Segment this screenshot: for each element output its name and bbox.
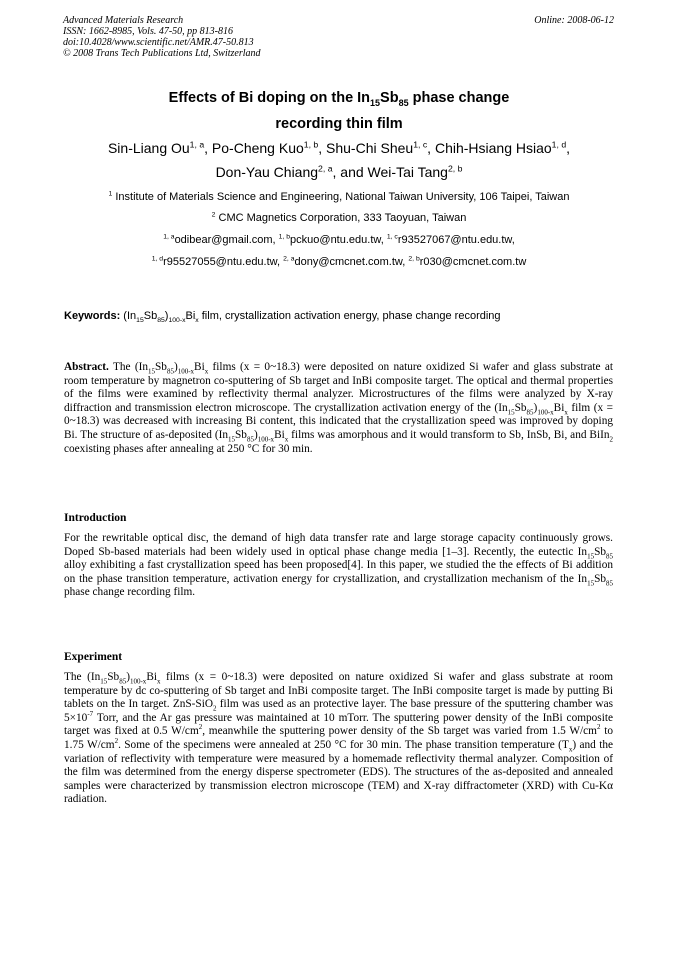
author-sup: 1, a (189, 139, 205, 150)
author-list-line-2: Don-Yau Chiang$^{2, a}$, and Wei-Tai Tang$^{2, b}$ (215, 163, 463, 180)
paper-title-line-1: Effects of Bi doping on the $In_{15}Sb_{85}$ phase change (168, 90, 510, 108)
online-date: Online: 2008-06-12 (534, 15, 614, 26)
keywords: Keywords: $(In_{15}Sb_{85})_{100-x}Bi_x$ film, crystallization activation energy, phase change recording (64, 310, 501, 325)
introduction-heading: Introduction (64, 512, 127, 524)
email-line-1: $^{1, a}$odibear@gmail.com, $^{1, b}$pckuo@ntu.edu.tw, $^{1, c}$r93527067@ntu.edu.tw, (163, 233, 515, 246)
journal-copyright: © 2008 Trans Tech Publications Ltd, Switzerland (63, 48, 261, 59)
author-name: Wei-Tai Tang (367, 164, 448, 180)
introduction-paragraph: For the rewritable optical disc, the demand of high data transfer rate and large storage capacity continuously grows. Doped Sb-based materials had been widely used in optical phase change media [1–3]. Recently, the eutectic $In_{15}Sb_{85}$ alloy exhibiting a fast crystallization speed has been proposed[4]. In this paper, we studied the the effects of Bi addition on the phase transition temperature, activation energy for crystallization, and crystallization mechanism of the $In_{15}Sb_{85}$ phase change recording film. (64, 532, 613, 599)
author-list-line-1: Sin-Liang Ou$^{1, a}$, Po-Cheng Kuo$^{1, b}$, Shu-Chi Sheu$^{1, c}$, Chih-Hsiang Hsiao$^{1, d}$, (107, 139, 571, 156)
journal-doi: doi:10.4028/www.scientific.net/AMR.47-50.813 (63, 37, 254, 48)
journal-header (63, 15, 423, 59)
experiment-heading: Experiment (64, 651, 123, 663)
email-link[interactable]: r95527055@ntu.edu.tw, (163, 256, 284, 268)
email-link[interactable]: r030@cmcnet.com.tw (419, 256, 527, 268)
journal-name: Advanced Materials Research (63, 15, 184, 26)
abstract-label: Abstract. (64, 361, 109, 373)
email-link[interactable]: r93527067@ntu.edu.tw, (397, 234, 515, 246)
author-sup: 2, a (318, 163, 333, 174)
abstract-paragraph: Abstract. The $(In_{15}Sb_{85})_{100-x}Bi_x$ films (x = 0~18.3) were deposited on nature oxidized Si wafer and glass substrate at room temperature by magnetron co-sputtering of Sb target and InBi composite target. The optical and thermal properties of the films were examined by reflectivity thermal analyzer. Microstructures of the films were analyzed by X-ray diffraction and transmission electron microscope. The crystallization activation energy of the $(In_{15}Sb_{85})_{100-x}Bi_x$ film (x = 0~18.3) was decreased with increasing Bi content, this indicated that the crystallization speed was improved by doping Bi. The structure of as-deposited $(In_{15}Sb_{85})_{100-x}Bi_x$ films was amorphous and it would transform to Sb, InSb, Bi, and BiIn$_2$ coexisting phases after annealing at 250 °C for 30 min. (64, 361, 613, 455)
affiliation-1: $^1$ Institute of Materials Science and Engineering, National Taiwan University, 106 Taipei, Taiwan (108, 190, 570, 203)
author-name: Sin-Liang Ou (107, 140, 190, 156)
author-sup: 1, c (413, 139, 428, 150)
author-name: Shu-Chi Sheu (326, 140, 414, 156)
journal-issn: ISSN: 1662-8985, Vols. 47-50, pp 813-816 (63, 26, 233, 37)
author-sup: 2, b (447, 163, 463, 174)
author-name: Chih-Hsiang Hsiao (434, 140, 552, 156)
keywords-label: Keywords: (64, 310, 121, 322)
author-name: Po-Cheng Kuo (211, 140, 304, 156)
paper-title-line-2: recording thin film (275, 116, 403, 132)
author-name: Don-Yau Chiang (215, 164, 319, 180)
author-sup: 1, b (303, 139, 319, 150)
email-link[interactable]: dony@cmcnet.com.tw, (294, 256, 409, 268)
author-sup: 1, d (551, 139, 567, 150)
email-line-2: $^{1, d}$r95527055@ntu.edu.tw, $^{2, a}$dony@cmcnet.com.tw, $^{2, b}$r030@cmcnet.com.tw (151, 255, 527, 268)
experiment-paragraph: The $(In_{15}Sb_{85})_{100-x}Bi_x$ films (x = 0~18.3) were deposited on nature oxidized Si wafer and glass substrate at room temperature by dc co-sputtering of Sb target and InBi composite target. The InBi composite target is made by putting Bi tablets on the In target. ZnS-SiO$_2$ film was used as an protective layer. The base pressure of the sputtering chamber was $5\times 10^{-7}$ Torr, and the Ar gas pressure was maintained at 10 mTorr. The sputtering power density of the InBi composite target was fixed at 0.5 $W/cm^2$, meanwhile the sputtering power density of the Sb target was varied from 1.5 $W/cm^2$ to 1.75 $W/cm^2$. Some of the specimens were annealed at 250 °C for 30 min. The phase transition temperature $(T_x)$ and the variation of reflectivity with temperature were measured by a homemade reflectivity thermal analyzer. Composition of the film was determined from the energy disperse spectrometer (EDS). The structures of the as-deposited and annealed samples were characterized by transmission electron microscope (TEM) and X-ray diffractometer (XRD) with Cu-Kα radiation. (64, 671, 614, 806)
email-link[interactable]: odibear@gmail.com, (174, 234, 279, 246)
affiliation-2: $^2$ CMC Magnetics Corporation, 333 Taoyuan, Taiwan (211, 211, 467, 224)
email-link[interactable]: pckuo@ntu.edu.tw, (290, 234, 387, 246)
